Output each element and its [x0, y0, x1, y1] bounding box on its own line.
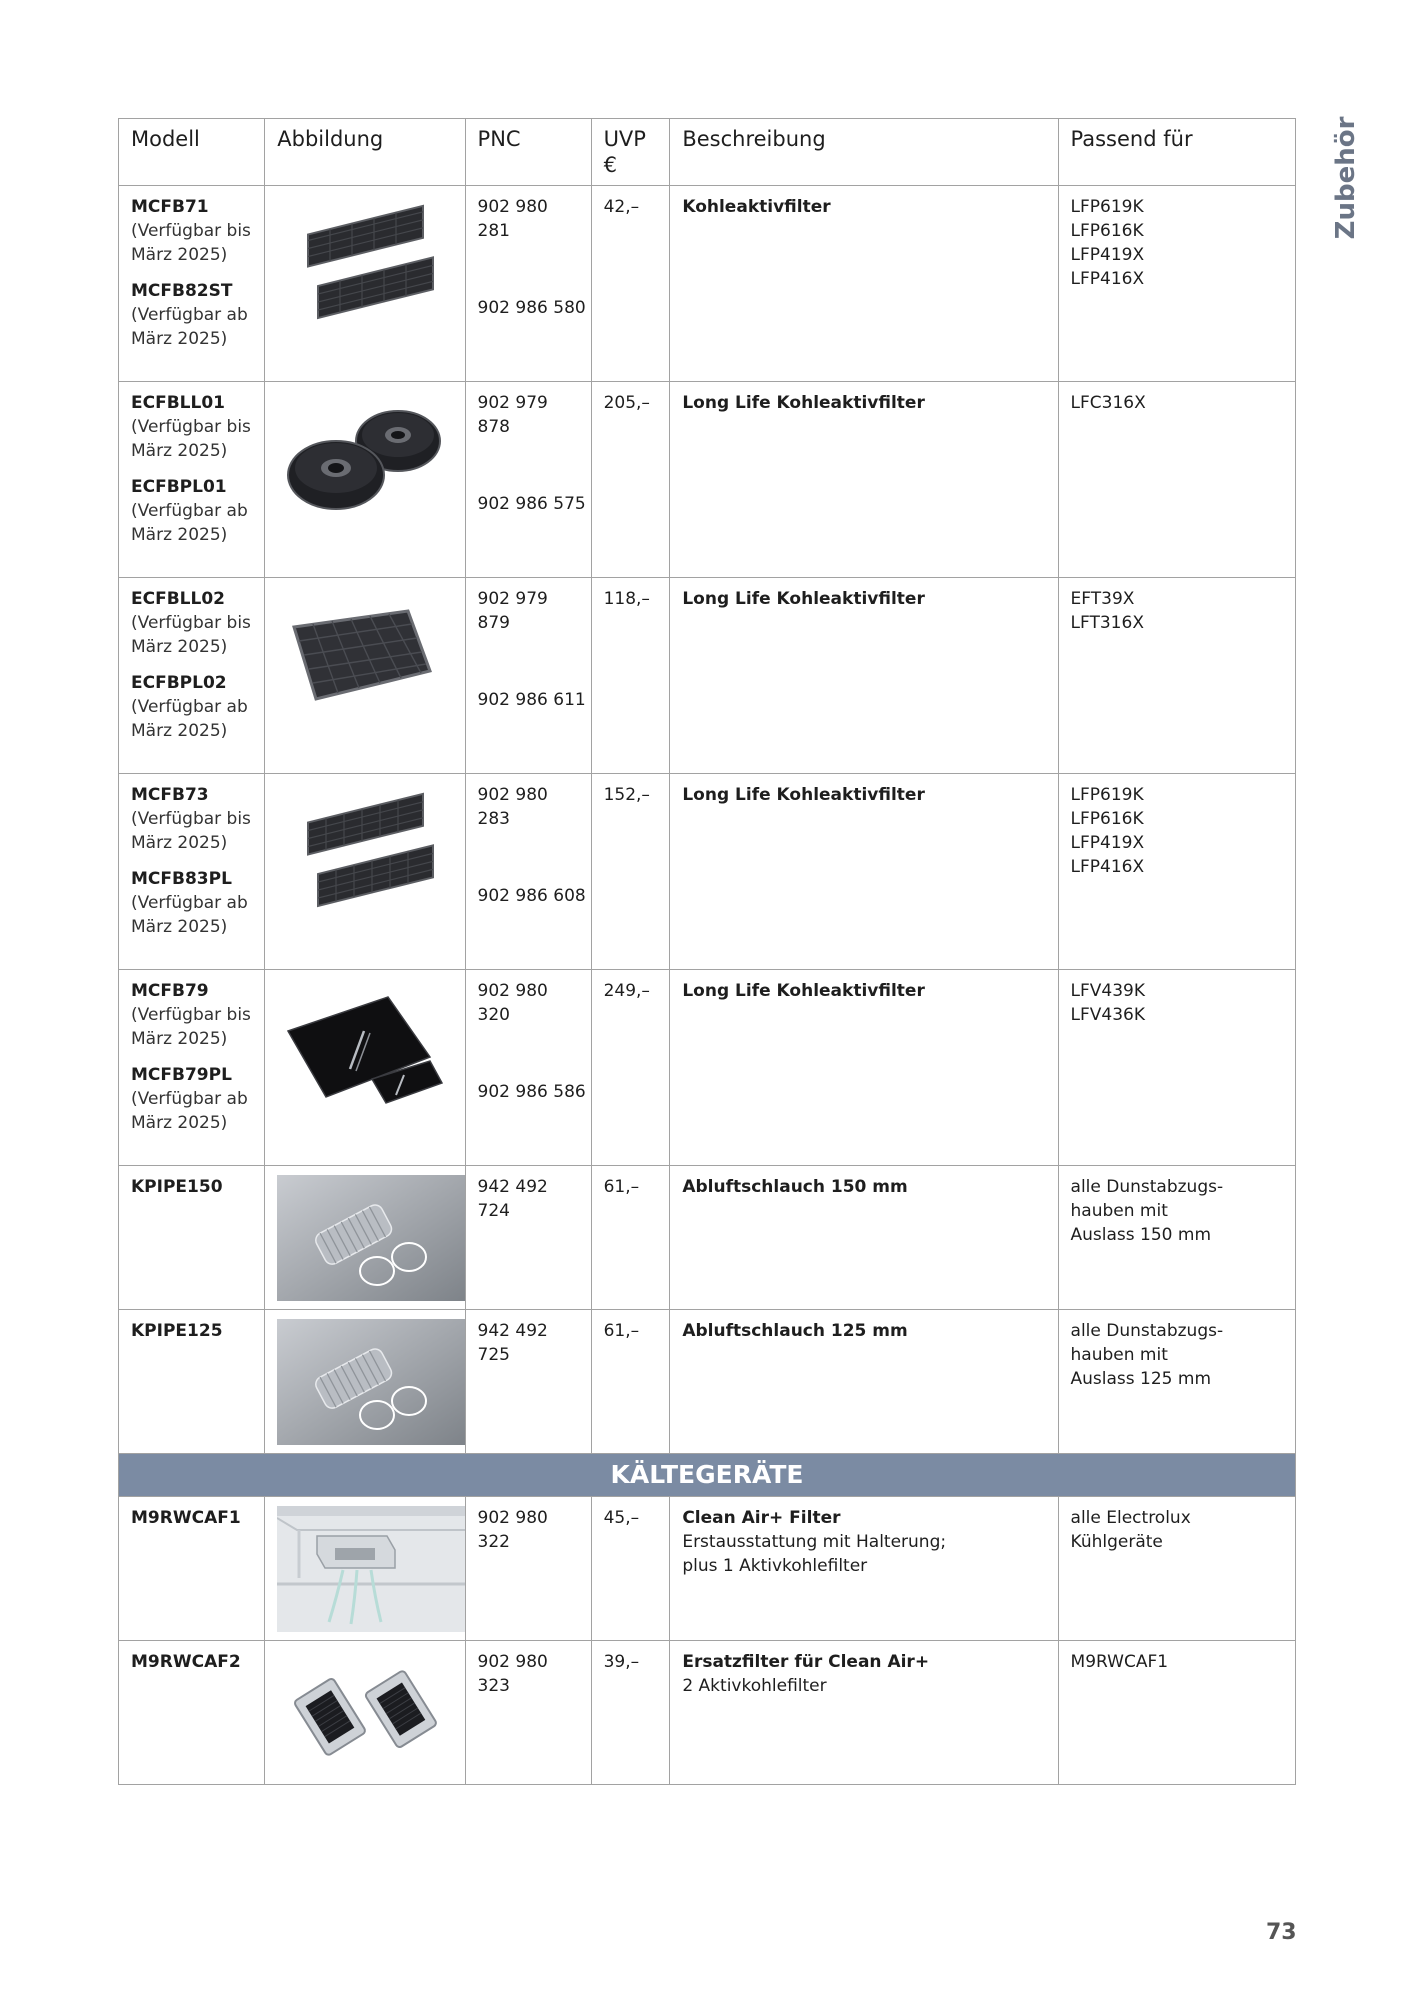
pnc-value: 902 980 320: [477, 981, 548, 1025]
model-cell: [119, 1641, 265, 1785]
product-image-cell: [265, 1497, 465, 1641]
description-cell: [670, 186, 1058, 382]
product-image-cell: [265, 578, 465, 774]
description-title: Ersatzfilter für Clean Air+: [682, 1652, 930, 1672]
availability-note: (Verfügbar bis März 2025): [131, 1005, 251, 1049]
model-code: KPIPE150: [131, 1177, 223, 1197]
carbon-filter-pair-icon: [290, 783, 440, 913]
model-code: MCFB82ST: [131, 281, 233, 301]
model-code: ECFBLL02: [131, 589, 225, 609]
model-code: MCFB83PL: [131, 869, 232, 889]
compatible-models: LFV439K LFV436K: [1058, 970, 1295, 1166]
model-code: MCFB73: [131, 785, 209, 805]
model-code: KPIPE125: [131, 1321, 223, 1341]
description-title: Long Life Kohleaktivfilter: [682, 981, 925, 1001]
description-title: Long Life Kohleaktivfilter: [682, 393, 925, 413]
availability-note: (Verfügbar bis März 2025): [131, 809, 251, 853]
flat-panel-filter-icon: [280, 587, 450, 717]
pnc-cell: [465, 970, 591, 1166]
table-row: [119, 382, 1296, 578]
compatible-models: LFP619K LFP616K LFP419X LFP416X: [1058, 186, 1295, 382]
availability-note: (Verfügbar ab März 2025): [131, 1089, 248, 1133]
header-pnc: PNC: [465, 119, 591, 186]
model-code: MCFB71: [131, 197, 209, 217]
side-section-label: Zubehör: [1331, 116, 1361, 240]
description-cell: [670, 1166, 1058, 1310]
model-cell: [119, 1166, 265, 1310]
availability-note: (Verfügbar ab März 2025): [131, 501, 248, 545]
description-title: Clean Air+ Filter: [682, 1508, 841, 1528]
model-code: ECFBPL01: [131, 477, 227, 497]
pnc-cell: 942 492 724: [465, 1166, 591, 1310]
fridge-air-filter-icon: [277, 1506, 465, 1632]
table-row: [119, 578, 1296, 774]
header-uvp: UVP €: [591, 119, 670, 186]
exhaust-hose-icon: [277, 1175, 465, 1301]
round-filter-pair-icon: [280, 391, 450, 521]
description-title: Kohleaktivfilter: [682, 197, 831, 217]
compatible-models: alle Electrolux Kühlgeräte: [1058, 1497, 1295, 1641]
model-cell: [119, 578, 265, 774]
pnc-cell: 902 980 323: [465, 1641, 591, 1785]
model-cell: [119, 1497, 265, 1641]
availability-note: (Verfügbar ab März 2025): [131, 305, 248, 349]
availability-note: (Verfügbar bis März 2025): [131, 613, 251, 657]
model-cell: [119, 382, 265, 578]
uvp-cell: 45,–: [591, 1497, 670, 1641]
product-image-cell: [265, 970, 465, 1166]
availability-note: (Verfügbar bis März 2025): [131, 417, 251, 461]
section-header-row: [119, 1454, 1296, 1497]
compatible-models: alle Dunstabzugs- hauben mit Auslass 150 mm: [1058, 1166, 1295, 1310]
pnc-cell: [465, 382, 591, 578]
product-image-cell: [265, 1166, 465, 1310]
side-section-tab: [1322, 112, 1370, 244]
section-title: KÄLTEGERÄTE: [119, 1454, 1296, 1497]
pnc-value: 902 979 879: [477, 589, 548, 633]
description-title: Abluftschlauch 150 mm: [682, 1177, 908, 1197]
uvp-cell: 118,–: [591, 578, 670, 774]
description-title: Long Life Kohleaktivfilter: [682, 785, 925, 805]
compatible-models: M9RWCAF1: [1058, 1641, 1295, 1785]
header-abbildung: Abbildung: [265, 119, 465, 186]
replacement-filter-pair-icon: [277, 1650, 457, 1776]
description-cell: [670, 1497, 1058, 1641]
pnc-value: 902 986 586: [477, 1082, 586, 1102]
carbon-filter-pair-icon: [290, 195, 440, 325]
table-row: [119, 1641, 1296, 1785]
model-cell: [119, 774, 265, 970]
pnc-value: 902 980 283: [477, 785, 548, 829]
page-number: 73: [1266, 1920, 1297, 1945]
product-image-cell: [265, 774, 465, 970]
exhaust-hose-icon: [277, 1319, 465, 1445]
pnc-value: 902 979 878: [477, 393, 548, 437]
model-code: MCFB79PL: [131, 1065, 232, 1085]
table-row: [119, 1497, 1296, 1641]
black-mat-filter-icon: [280, 979, 450, 1109]
compatible-models: alle Dunstabzugs- hauben mit Auslass 125 mm: [1058, 1310, 1295, 1454]
product-image-cell: [265, 186, 465, 382]
description-cell: [670, 774, 1058, 970]
table-row: [119, 774, 1296, 970]
product-image-cell: [265, 382, 465, 578]
model-code: MCFB79: [131, 981, 209, 1001]
availability-note: (Verfügbar ab März 2025): [131, 697, 248, 741]
pnc-cell: [465, 578, 591, 774]
pnc-value: 902 986 608: [477, 886, 586, 906]
uvp-cell: 39,–: [591, 1641, 670, 1785]
table-row: [119, 1310, 1296, 1454]
table-row: [119, 186, 1296, 382]
uvp-cell: 152,–: [591, 774, 670, 970]
description-title: Long Life Kohleaktivfilter: [682, 589, 925, 609]
pnc-value: 902 986 611: [477, 690, 586, 710]
description-cell: [670, 1310, 1058, 1454]
pnc-cell: [465, 774, 591, 970]
uvp-cell: 61,–: [591, 1166, 670, 1310]
product-image-cell: [265, 1310, 465, 1454]
model-code: M9RWCAF2: [131, 1652, 241, 1672]
compatible-models: EFT39X LFT316X: [1058, 578, 1295, 774]
header-passend-fuer: Passend für: [1058, 119, 1295, 186]
pnc-cell: 942 492 725: [465, 1310, 591, 1454]
pnc-value: 902 980 281: [477, 197, 548, 241]
accessories-table: [118, 118, 1296, 1785]
model-cell: [119, 1310, 265, 1454]
availability-note: (Verfügbar ab März 2025): [131, 893, 248, 937]
model-cell: [119, 186, 265, 382]
availability-note: (Verfügbar bis März 2025): [131, 221, 251, 265]
compatible-models: LFC316X: [1058, 382, 1295, 578]
pnc-cell: 902 980 322: [465, 1497, 591, 1641]
description-title: Abluftschlauch 125 mm: [682, 1321, 908, 1341]
description-cell: [670, 578, 1058, 774]
header-beschreibung: Beschreibung: [670, 119, 1058, 186]
header-modell: Modell: [119, 119, 265, 186]
model-cell: [119, 970, 265, 1166]
description-cell: [670, 970, 1058, 1166]
model-code: M9RWCAF1: [131, 1508, 241, 1528]
pnc-value: 902 986 575: [477, 494, 586, 514]
table-row: [119, 970, 1296, 1166]
model-code: ECFBPL02: [131, 673, 227, 693]
product-image-cell: [265, 1641, 465, 1785]
description-detail: 2 Aktivkohlefilter: [682, 1676, 827, 1696]
description-detail: Erstausstattung mit Halterung; plus 1 Aktivkohlefilter: [682, 1532, 947, 1576]
description-cell: [670, 1641, 1058, 1785]
model-code: ECFBLL01: [131, 393, 225, 413]
uvp-cell: 61,–: [591, 1310, 670, 1454]
table-header-row: [119, 119, 1296, 186]
pnc-cell: [465, 186, 591, 382]
compatible-models: LFP619K LFP616K LFP419X LFP416X: [1058, 774, 1295, 970]
pnc-value: 902 986 580: [477, 298, 586, 318]
uvp-cell: 42,–: [591, 186, 670, 382]
table-row: [119, 1166, 1296, 1310]
uvp-cell: 249,–: [591, 970, 670, 1166]
uvp-cell: 205,–: [591, 382, 670, 578]
description-cell: [670, 382, 1058, 578]
